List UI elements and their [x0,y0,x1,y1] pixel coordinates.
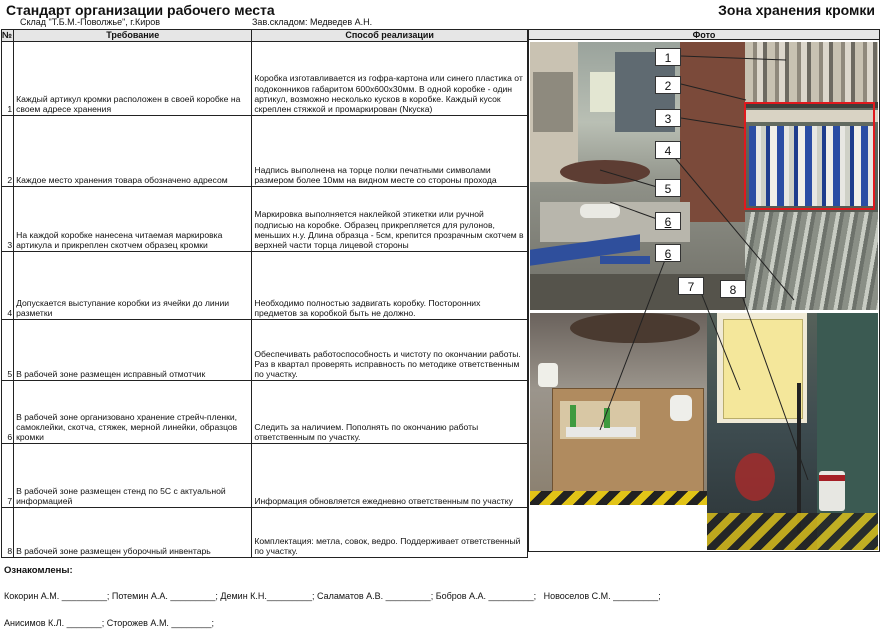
row-req: На каждой коробке нанесена читаемая маркировка артикула и прикреплен скотчем образец кромки [14,187,252,252]
row-how: Коробка изготавливается из гофра-картона или синего пластика от подоконников габаритом 600х600х30мм. В одной коробке - один артикул, возможно несколько кусков в коробке. Каждый кусок скреплен стяжкой и промаркирован (Nкуска) [252,42,528,116]
photo-label-5: 5 [655,179,681,197]
row-how: Комплектация: метла, совок, ведро. Поддерживает ответственный по участку. [252,508,528,558]
row-how: Следить за наличием. Пополнять по окончанию работы ответственным по участку. [252,381,528,444]
photo-label-4: 4 [655,141,681,159]
row-how: Обеспечивать работоспособность и чистоту по окончании работы. Раз в квартал проверять исправность по методике ответственным по участку. [252,320,528,381]
photo-label-6a: 6 [655,212,681,230]
photo-label-7: 7 [678,277,704,295]
row-num: 2 [2,116,14,187]
acknowledged-line-1: Кокорин А.М. _________; Потемин А.А. _________; Демин К.Н._________; Саламатов А.В. _________; Бобров А.А. _________; Новоселов С.М. _________; [4,591,661,601]
col-req-header: Требование [14,30,252,42]
photo-label-3: 3 [655,109,681,127]
doc-title: Стандарт организации рабочего места [6,2,275,18]
row-num: 1 [2,42,14,116]
row-req: Каждый артикул кромки расположен в своей коробке на своем адресе хранения [14,42,252,116]
acknowledged-title: Ознакомлены: [4,565,73,576]
row-req: В рабочей зоне размещен стенд по 5С с актуальной информацией [14,444,252,508]
row-how: Необходимо полностью задвигать коробку. Посторонних предметов за коробкой быть не должно. [252,252,528,320]
row-num: 5 [2,320,14,381]
row-num: 8 [2,508,14,558]
row-how: Надпись выполнена на торце полки печатными символами размером более 10мм на видном месте со стороны прохода [252,116,528,187]
col-photo-header: Фото [528,29,880,40]
row-num: 7 [2,444,14,508]
manager-label: Зав.складом: Медведев А.Н. [252,17,373,27]
row-num: 4 [2,252,14,320]
row-num: 3 [2,187,14,252]
row-how: Маркировка выполняется наклейкой этикетки или ручной подписью на коробке. Образец прикрепляется для рулонов, меньших н.у. Длина образца - 5см, крепится прозрачным скотчем в верхней части торца лицевой стороны [252,187,528,252]
photo-label-1: 1 [655,48,681,66]
row-how: Информация обновляется ежедневно ответственным по участку [252,444,528,508]
col-num-header: № [2,30,13,41]
row-req: Каждое место хранения товара обозначено адресом [14,116,252,187]
photo-label-2: 2 [655,76,681,94]
zone-title: Зона хранения кромки [718,2,875,18]
photo-label-8: 8 [720,280,746,298]
photo-label-6b: 6 [655,244,681,262]
warehouse-label: Склад "Т.Б.М.-Поволжье", г.Киров [20,17,161,27]
acknowledged-line-2: Анисимов К.Л. _______; Сторожев А.М. ________; [4,618,214,628]
row-num: 6 [2,381,14,444]
row-req: В рабочей зоне организовано хранение стрейч-пленки, самоклейки, скотча, стяжек, мерной линейки, образцов кромки [14,381,252,444]
col-how-header: Способ реализации [252,30,528,42]
row-req: В рабочей зоне размещен уборочный инвентарь [14,508,252,558]
row-req: Допускается выступание коробки из ячейки до линии разметки [14,252,252,320]
row-req: В рабочей зоне размещен исправный отмотчик [14,320,252,381]
